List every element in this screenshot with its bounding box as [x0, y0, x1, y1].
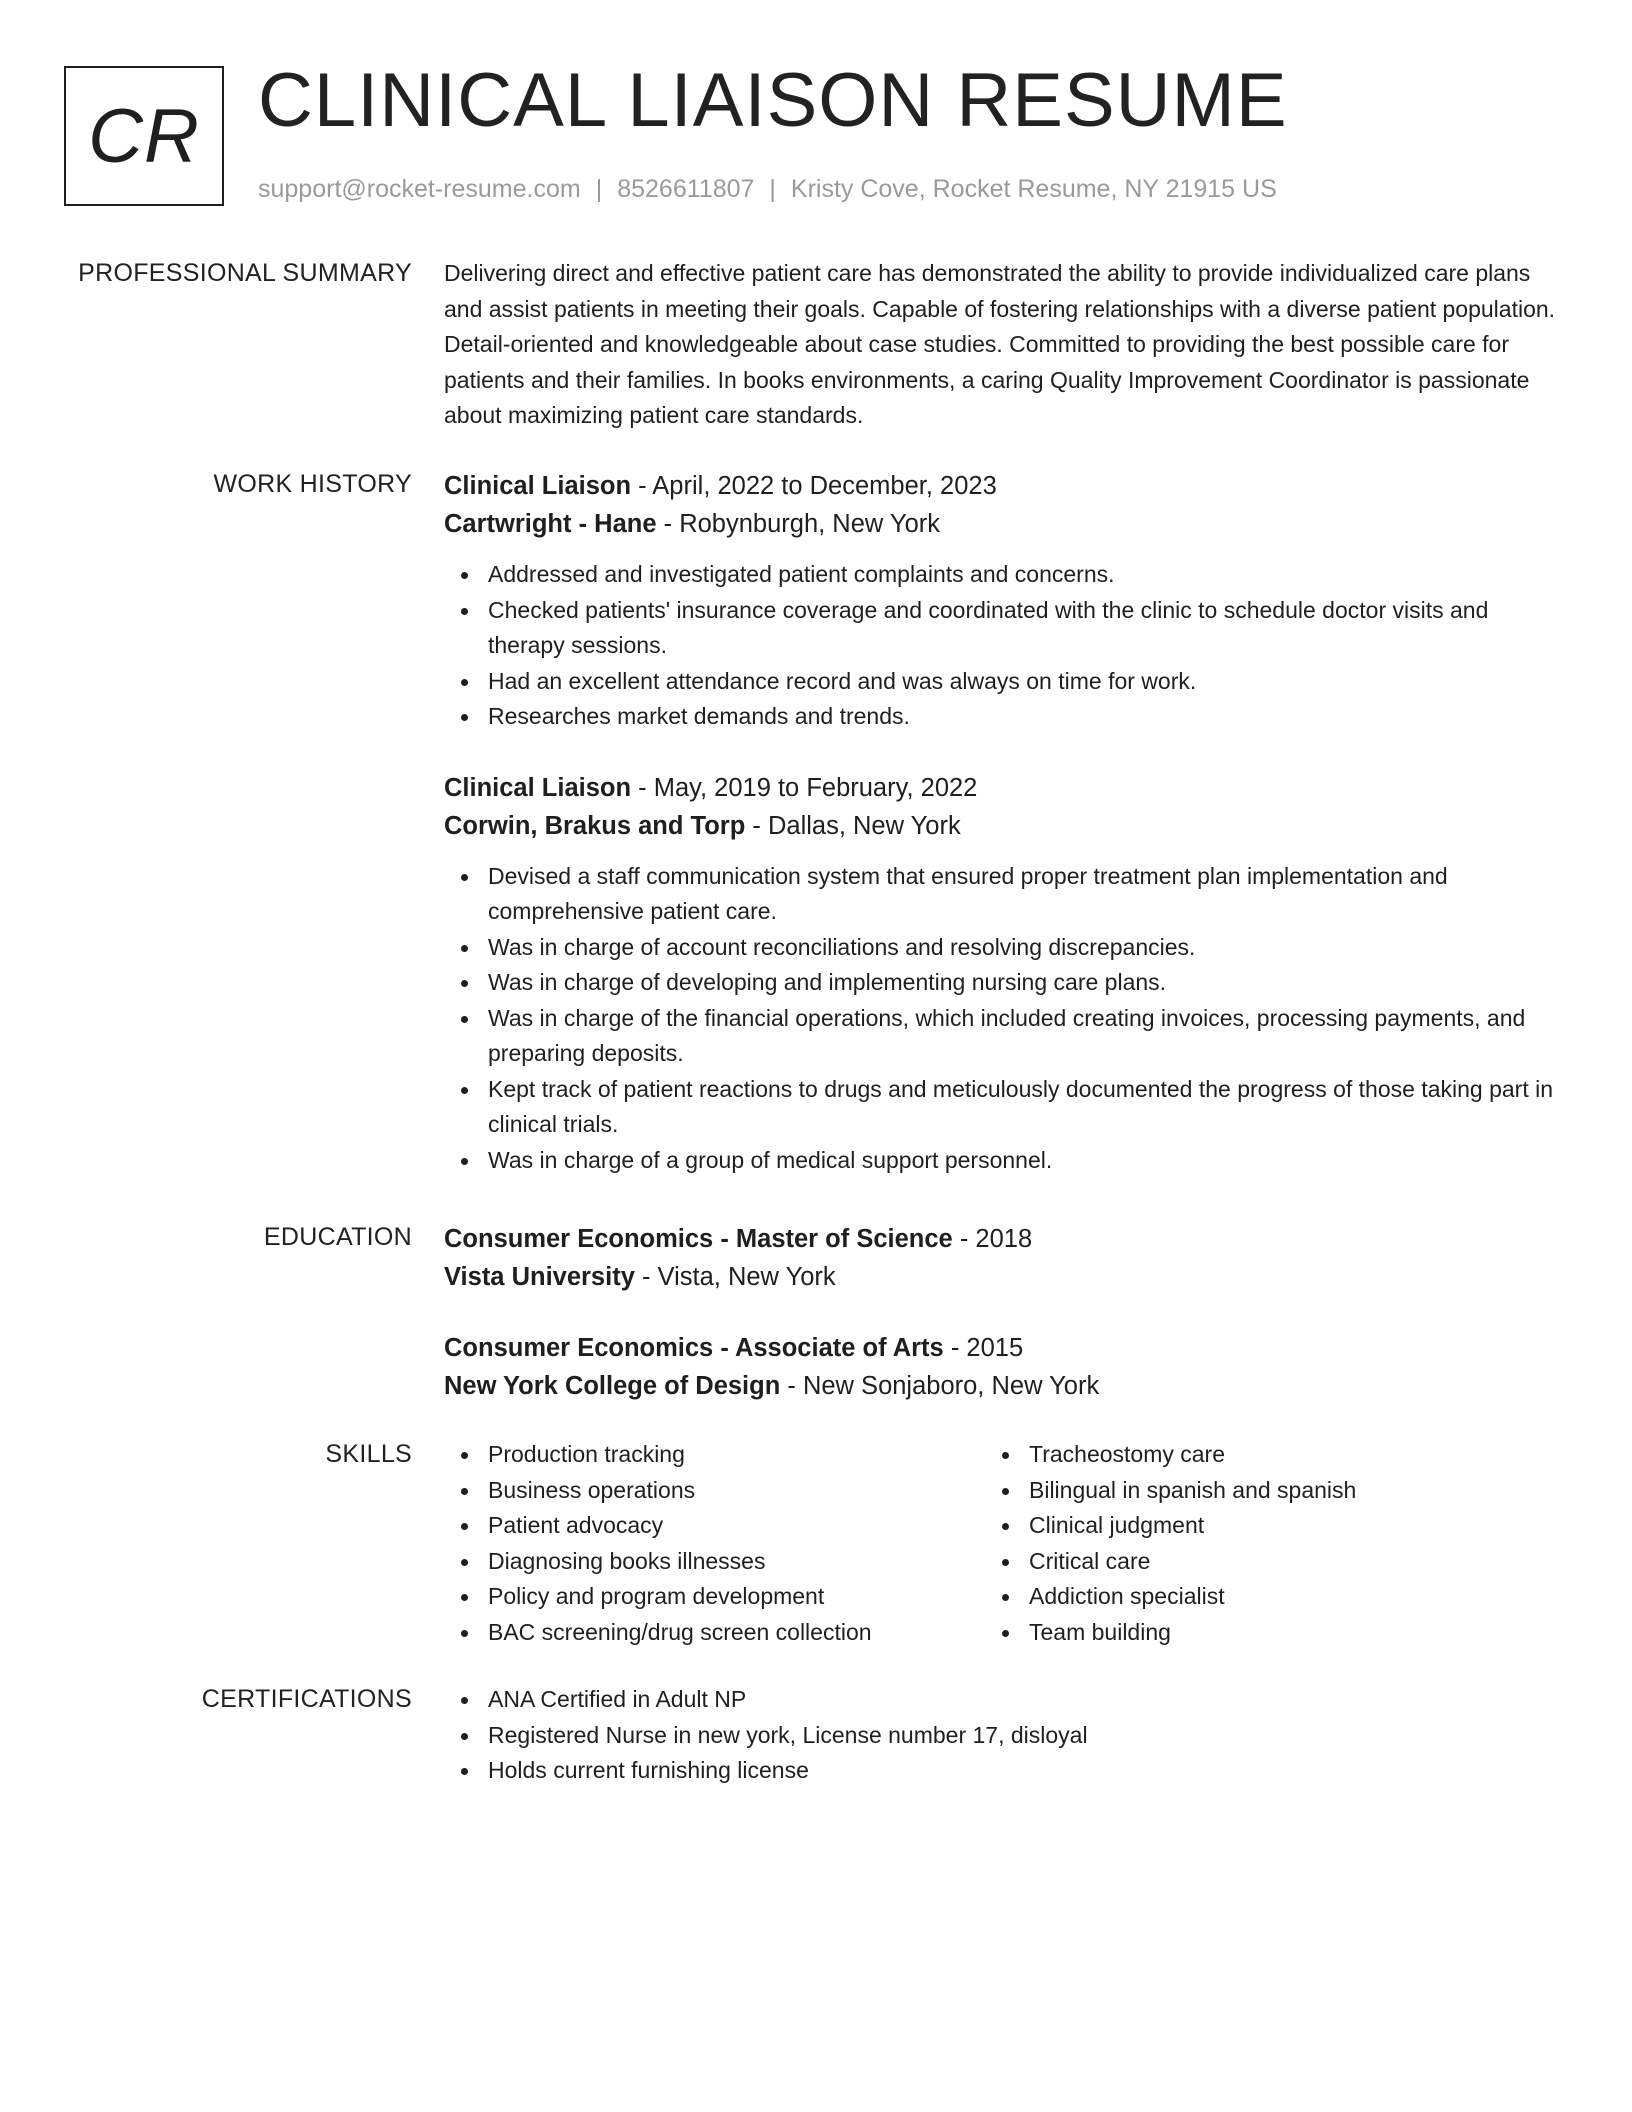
skill-item: Tracheostomy care	[985, 1437, 1525, 1473]
skills-list-right	[985, 1437, 1525, 1650]
contact-address: Kristy Cove, Rocket Resume, NY 21915 US	[790, 175, 1277, 203]
job-bullet: Was in charge of developing and implementing nursing care plans.	[444, 965, 1556, 1001]
job-entry	[444, 769, 1556, 1179]
job-dates: - May, 2019 to February, 2022	[631, 773, 978, 802]
certification-item: Holds current furnishing license	[444, 1753, 1556, 1789]
job-bullet: Addressed and investigated patient complaints and concerns.	[444, 557, 1556, 593]
contact-separator: |	[595, 175, 603, 203]
job-bullet: Kept track of patient reactions to drugs and meticulously documented the progress of those taking part in clinical trials.	[444, 1072, 1556, 1143]
job-company-line	[444, 807, 1556, 845]
job-bullet: Was in charge of the financial operations, which included creating invoices, processing payments, and preparing deposits.	[444, 1001, 1556, 1072]
summary-text: Delivering direct and effective patient care has demonstrated the ability to provide individualized care plans and assist patients in meeting their goals. Capable of fostering relationships with a diverse patient population. Detail-oriented and knowledgeable about case studies. Committed to providing the best possible care for patients and their families. In books environments, a caring Quality Improvement Coordinator is passionate about maximizing patient care standards.	[444, 260, 1556, 428]
skill-item: Addiction specialist	[985, 1579, 1525, 1615]
education-location: - Vista, New York	[634, 1263, 836, 1291]
job-bullet: Checked patients' insurance coverage and coordinated with the clinic to schedule doctor visits and therapy sessions.	[444, 593, 1556, 664]
section-label-summary: PROFESSIONAL SUMMARY	[78, 259, 412, 287]
job-company: Cartwright - Hane	[444, 510, 657, 538]
job-entry	[444, 467, 1556, 735]
resume-title: CLINICAL LIAISON RESUME	[258, 58, 1288, 143]
skill-item: Bilingual in spanish and spanish	[985, 1473, 1525, 1509]
job-location: - Robynburgh, New York	[656, 510, 941, 538]
education-school: Vista University	[444, 1263, 635, 1291]
job-company: Corwin, Brakus and Torp	[444, 811, 746, 840]
education-location: - New Sonjaboro, New York	[780, 1372, 1100, 1400]
education-entry	[444, 1220, 1556, 1296]
job-bullets	[444, 859, 1556, 1179]
job-bullet: Was in charge of a group of medical support personnel.	[444, 1143, 1556, 1179]
contact-email: support@rocket-resume.com	[258, 175, 581, 203]
education-degree-line	[444, 1220, 1556, 1258]
education-entry	[444, 1329, 1556, 1405]
job-title-line	[444, 467, 1556, 505]
skill-item: Policy and program development	[444, 1579, 984, 1615]
contact-phone: 8526611807	[617, 175, 755, 203]
education-year: - 2015	[943, 1334, 1024, 1362]
section-label-skills: SKILLS	[325, 1440, 412, 1468]
job-title: Clinical Liaison	[444, 472, 632, 500]
education-school-line	[444, 1258, 1556, 1296]
certifications-body	[444, 1682, 1556, 1789]
section-label-education: EDUCATION	[263, 1223, 412, 1251]
certifications-list	[444, 1682, 1556, 1789]
skill-item: Business operations	[444, 1473, 984, 1509]
education-body	[444, 1220, 1556, 1405]
education-degree: Consumer Economics - Master of Science	[444, 1225, 953, 1253]
job-bullet: Was in charge of account reconciliations and resolving discrepancies.	[444, 930, 1556, 966]
education-degree: Consumer Economics - Associate of Arts	[444, 1334, 944, 1362]
job-title: Clinical Liaison	[444, 773, 632, 802]
job-bullet: Researches market demands and trends.	[444, 699, 1556, 735]
work-history-body	[444, 467, 1556, 1178]
skill-item: Patient advocacy	[444, 1508, 984, 1544]
education-school: New York College of Design	[444, 1372, 781, 1400]
job-title-line	[444, 769, 1556, 807]
education-degree-line	[444, 1329, 1556, 1367]
skill-item: BAC screening/drug screen collection	[444, 1615, 984, 1651]
skill-item: Team building	[985, 1615, 1525, 1651]
certification-item: Registered Nurse in new york, License number 17, disloyal	[444, 1718, 1556, 1754]
job-company-line	[444, 505, 1556, 543]
certification-item: ANA Certified in Adult NP	[444, 1682, 1556, 1718]
skill-item: Critical care	[985, 1544, 1525, 1580]
monogram: CR	[64, 66, 224, 206]
contact-separator: |	[769, 175, 776, 203]
education-school-line	[444, 1367, 1556, 1405]
education-year: - 2018	[952, 1225, 1033, 1253]
job-bullet: Had an excellent attendance record and was always on time for work.	[444, 664, 1556, 700]
skills-list-left	[444, 1437, 984, 1650]
job-bullet: Devised a staff communication system that ensured proper treatment plan implementation and comprehensive patient care.	[444, 859, 1556, 930]
skill-item: Diagnosing books illnesses	[444, 1544, 984, 1580]
contact-line	[258, 174, 1277, 204]
section-label-certifications: CERTIFICATIONS	[201, 1685, 412, 1713]
job-bullets	[444, 557, 1556, 735]
job-location: - Dallas, New York	[745, 811, 961, 840]
summary-body	[444, 256, 1556, 434]
skill-item: Production tracking	[444, 1437, 984, 1473]
section-label-work-history: WORK HISTORY	[213, 470, 412, 498]
job-dates: - April, 2022 to December, 2023	[631, 472, 997, 500]
skill-item: Clinical judgment	[985, 1508, 1525, 1544]
